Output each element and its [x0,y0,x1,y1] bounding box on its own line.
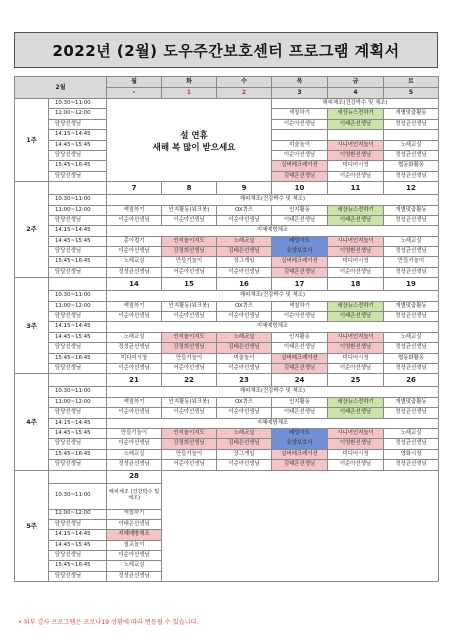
program-cell: 이순아선생님 [217,363,272,373]
program-cell: 이순아선생님 [217,312,272,322]
program-cell: 미디어시청 [328,449,384,459]
program-cell: 이순아선생님 [107,215,162,225]
month-header: 2월 [15,77,107,99]
holiday-line2: 새해 복 많이 받으세요 [152,143,236,154]
program-cell: 이태은선생님 [107,519,162,529]
date-cell: 11 [328,182,384,195]
program-cell: 시니어인지놀이 [328,140,384,150]
program-cell: 노래교실 [217,236,272,246]
day-header: 화 [162,77,217,88]
program-cell: 이순아선생님 [272,119,328,129]
morning-exercise: 해피체조(건강박수 및 체조) [107,195,439,205]
time-slot: 담당선생님 [49,408,107,418]
holiday-line1: 설 연휴 [180,131,208,141]
program-cell: 노래교실 [217,428,272,438]
date-cell: 15 [162,278,217,291]
program-cell: 요양보호사 [272,247,328,257]
program-cell: 이순아선생님 [162,460,217,470]
day-header: 토 [384,77,439,88]
time-slot: 14:45~15:45 [49,332,107,342]
time-slot: 담당선생님 [49,247,107,257]
week4-row [15,418,439,428]
program-cell: 이순아선생님 [217,460,272,470]
program-cell: 정성균선생님 [384,119,439,129]
program-cell: 이순아선생님 [162,363,217,373]
program-cell: 인지활동 [272,397,328,407]
time-slot: 14:15~14:45 [49,226,107,236]
program-cell: 정성균선생님 [107,571,162,581]
week4-row [15,449,439,459]
week2-row [15,205,439,215]
week3-row [15,322,439,332]
time-slot: 10:30~11:00 [49,195,107,205]
time-slot: 담당선생님 [49,571,107,581]
time-slot: 14:45~15:45 [49,540,107,550]
time-slot: 14:15~14:45 [49,130,107,140]
week3-row [15,343,439,353]
week4-row [15,408,439,418]
time-slot: 담당선생님 [49,551,107,561]
date-cell: 25 [328,374,384,387]
program-cell: 이순아선생님 [328,267,384,277]
date-cell: 26 [384,374,439,387]
program-cell: 실버레크레이션 [272,449,328,459]
week2-row [15,215,439,225]
program-cell: 이순아선생님 [107,312,162,322]
program-cell: 개별맞춤활동 [384,109,439,119]
time-slot: 11:00~12:00 [49,397,107,407]
day-header: 월 [107,77,162,88]
time-slot: 담당선생님 [49,363,107,373]
week2-row [15,267,439,277]
program-cell: 이순아선생님 [107,363,162,373]
program-cell: 색칠하기 [107,205,162,215]
program-cell: 강정희선생님 [162,439,217,449]
program-cell: 정성균선생님 [384,215,439,225]
program-cell: 정성균선생님 [384,363,439,373]
program-cell: 김태은선생님 [272,171,328,181]
time-slot: 10:30~11:00 [49,291,107,301]
program-cell: 정성균선생님 [107,343,162,353]
program-cell: 노래교실 [107,257,162,267]
program-cell: OX퀴즈 [217,301,272,311]
week2-row [15,247,439,257]
time-slot: 담당선생님 [49,460,107,470]
program-cell: 강정희선생님 [162,343,217,353]
program-cell: 장그게임 [217,257,272,267]
program-cell: 이순아선생님 [162,408,217,418]
time-slot: 10:30~11:00 [49,387,107,397]
program-cell: 만들기놀이 [162,449,217,459]
time-slot: 담당선생님 [49,343,107,353]
date-cell: 19 [384,278,439,291]
program-cell: 이순아선생님 [272,150,328,160]
program-cell: 이순아선생님 [328,171,384,181]
program-cell: 노래교실 [107,449,162,459]
week2-row [15,236,439,246]
program-cell: 김태은선생님 [272,363,328,373]
week5-date-row [15,470,439,483]
date-cell: 14 [107,278,162,291]
program-cell: 이순아선생님 [217,408,272,418]
week4-row [15,428,439,438]
program-cell: 정성균선생님 [384,171,439,181]
page-title: 2022년 (2월) 도우주간보호센터 프로그램 계획서 [14,32,438,68]
time-slot: 담당선생님 [49,312,107,322]
week3-date-row [15,278,439,291]
time-slot: 15:45~16:45 [49,257,107,267]
program-cell: 김태은선생님 [217,343,272,353]
program-cell: 미술놀이 [217,353,272,363]
program-cell: 김태은선생님 [217,439,272,449]
program-cell: 레밍아트 [272,428,328,438]
week4-row [15,460,439,470]
holiday-message [128,130,260,155]
time-slot: 15:45~16:45 [49,449,107,459]
program-cell: 이순아선생님 [107,408,162,418]
program-cell [328,130,384,140]
time-slot: 담당선생님 [49,119,107,129]
week1-row [15,99,439,109]
program-cell: OX퀴즈 [217,205,272,215]
program-cell: 인지활동 [272,332,328,342]
time-slot: 담당선생님 [49,171,107,181]
date-header: 4 [328,88,384,99]
program-cell: 만들기놀이 [384,257,439,267]
program-cell: 노래교실 [107,561,162,571]
program-cell: 칠교놀이 [107,540,162,550]
date-cell: 12 [384,182,439,195]
week-label: 4주 [15,374,49,470]
week3-row [15,363,439,373]
program-cell: 시니어인지놀이 [328,428,384,438]
time-slot: 담당선생님 [49,215,107,225]
program-cell: 색칠하기 [272,301,328,311]
week4-row [15,397,439,407]
program-cell: 이태은선생님 [328,408,384,418]
time-slot [49,182,107,195]
program-cell: 세상뉴스전하기 [328,109,384,119]
week3-row [15,332,439,342]
week-label: 1주 [15,99,49,182]
date-cell: 24 [272,374,328,387]
day-header: 목 [272,77,328,88]
program-cell: 세상뉴스전하기 [328,301,384,311]
program-cell: 이태은선생님 [328,312,384,322]
week2-row [15,257,439,267]
week3-row [15,312,439,322]
time-slot [49,278,107,291]
program-cell: 이순아선생님 [217,215,272,225]
program-cell: 해피체조 (건강박수 및 체조) [107,483,162,509]
time-slot: 11:00~12:00 [49,301,107,311]
program-cell: 개별맞춤활동 [384,301,439,311]
program-cell: 만들기놀이 [107,428,162,438]
afternoon-exercise: 지혜예방체조 [107,226,439,236]
program-cell: 영화시청 [384,449,439,459]
week4-date-row [15,374,439,387]
date-cell: 23 [217,374,272,387]
program-cell: 인지놀이지도 [162,236,217,246]
program-cell: 개별맞춤활동 [384,205,439,215]
program-cell: 이태은선생님 [272,215,328,225]
program-cell: 이태은선생님 [328,215,384,225]
program-cell: 이순아선생님 [217,267,272,277]
program-cell: 김태은선생님 [272,267,328,277]
week2-row [15,195,439,205]
program-cell: 김태은선생님 [217,247,272,257]
program-cell: 인지놀이지도 [162,428,217,438]
morning-exercise: 해피체조(건강박수 및 체조) [107,291,439,301]
afternoon-exercise: 지혜예방체조 [107,418,439,428]
time-slot: 14:45~15:45 [49,428,107,438]
week3-row [15,353,439,363]
week4-row [15,387,439,397]
week-label: 5주 [15,470,49,582]
program-cell: 인지활동 [272,205,328,215]
program-cell: 이순아선생님 [328,363,384,373]
program-cell: 김태은선생님 [272,460,328,470]
week2-row [15,226,439,236]
date-header: 5 [384,88,439,99]
program-cell: 개별맞춤활동 [384,397,439,407]
date-cell: 18 [328,278,384,291]
program-cell: 미디어시청 [107,353,162,363]
time-slot [49,374,107,387]
program-cell: 정성균선생님 [384,439,439,449]
week2-date-row [15,182,439,195]
date-cell: 22 [162,374,217,387]
time-slot: 14:15~14:45 [49,322,107,332]
program-cell: 지혜예방체조 [107,530,162,540]
time-slot: 담당선생님 [49,150,107,160]
program-cell [384,130,439,140]
time-slot: 담당선생님 [49,439,107,449]
program-cell: 노래교실 [107,332,162,342]
time-slot: 15:45~16:45 [49,161,107,171]
time-slot: 14:45~15:45 [49,236,107,246]
date-cell: 28 [107,470,162,483]
date-header: 1 [162,88,217,99]
time-slot: 14:15~14:45 [49,418,107,428]
program-cell: 장그게임 [217,449,272,459]
week-label: 3주 [15,278,49,374]
date-cell: 21 [107,374,162,387]
time-slot: 10:30~11:00 [49,483,107,509]
program-cell: 이영환선생님 [328,247,384,257]
header-row-days [15,77,439,88]
program-cell: 이영환선생님 [328,150,384,160]
week-label: 2주 [15,182,49,278]
program-cell: 미디어시청 [328,257,384,267]
date-cell: 8 [162,182,217,195]
program-cell: 시니어인지놀이 [328,332,384,342]
program-cell: 세상뉴스전하기 [328,205,384,215]
program-cell: 시니어인지놀이 [328,236,384,246]
program-cell: 인지활동(워크북) [162,301,217,311]
program-cell: 색칠하기 [107,397,162,407]
day-header: 수 [217,77,272,88]
morning-exercise: 해피체조(건강박수 및 체조) [107,387,439,397]
program-cell: 세상뉴스전하기 [328,397,384,407]
afternoon-exercise: 지혜예방체조 [107,322,439,332]
program-cell: 인지활동(워크북) [162,397,217,407]
program-cell: 색칠하기 [272,109,328,119]
date-cell: 17 [272,278,328,291]
program-cell: 정성균선생님 [384,267,439,277]
program-cell: 강정희선생님 [162,247,217,257]
date-cell: 10 [272,182,328,195]
program-cell: 정성균선생님 [384,343,439,353]
program-cell: 레밍아트 [272,236,328,246]
date-cell: 16 [217,278,272,291]
program-cell: 이태은선생님 [272,343,328,353]
program-cell: 정성균선생님 [384,150,439,160]
program-cell: 미디어시청 [328,161,384,171]
program-cell: 미디어시청 [328,353,384,363]
program-cell: 이순아선생님 [162,312,217,322]
program-cell: 이순아선생님 [107,551,162,561]
date-header: 3 [272,88,328,99]
program-cell: 협동화활동 [384,353,439,363]
program-cell: 해피체조(건강박수 및 체조) [272,99,439,109]
time-slot: 담당선생님 [49,267,107,277]
program-cell: 이순아선생님 [328,460,384,470]
program-cell: 노래교실 [384,332,439,342]
program-cell: 이순아선생님 [162,215,217,225]
program-cell: 정성균선생님 [384,312,439,322]
time-slot: 11:00~12:00 [49,109,107,119]
footer-note: • 외부 강사 프로그램은 코로나19 상황에 따라 변동될 수 있습니다. [18,619,199,626]
week3-row [15,291,439,301]
date-cell: 9 [217,182,272,195]
time-slot: 14:45~15:45 [49,140,107,150]
program-cell: 요양보호사 [272,439,328,449]
program-cell: 노래교실 [217,332,272,342]
program-cell: 색칠하기 [107,301,162,311]
program-cell: 노래교실 [384,140,439,150]
program-cell: 실버레크레이션 [272,161,328,171]
program-cell: 노래교실 [384,236,439,246]
program-cell: 정성균선생님 [384,460,439,470]
program-cell: 정성균선생님 [107,267,162,277]
empty-area [162,470,439,582]
date-header: - [107,88,162,99]
program-cell [272,130,328,140]
program-cell: 이순아선생님 [107,439,162,449]
time-slot: 11:00~12:00 [49,509,107,519]
program-cell: 이순아선생님 [107,247,162,257]
time-slot: 10:30~11:00 [49,99,107,109]
program-cell: OX퀴즈 [217,397,272,407]
program-cell: 노래교실 [384,428,439,438]
program-cell: 종이접기 [107,236,162,246]
week3-row [15,301,439,311]
program-cell: 색칠하기 [107,509,162,519]
program-cell: 만들기놀이 [162,257,217,267]
program-cell: 이순아선생님 [162,267,217,277]
date-cell: 7 [107,182,162,195]
program-cell: 인지활동(워크북) [162,205,217,215]
program-cell: 인지놀이지도 [162,332,217,342]
program-cell: 이순아선생님 [272,312,328,322]
program-cell: 실버레크레이션 [272,257,328,267]
program-cell: 정성균선생님 [384,247,439,257]
program-cell: 만들기놀이 [162,353,217,363]
week4-row [15,439,439,449]
program-cell: 미술놀이 [272,140,328,150]
time-slot: 15:45~16:45 [49,561,107,571]
program-cell: 정성균선생님 [384,408,439,418]
program-cell: 이태은선생님 [272,408,328,418]
program-cell: 실버레크레이션 [272,353,328,363]
program-cell: 이영환선생님 [328,343,384,353]
program-cell: 이태은선생님 [328,119,384,129]
program-cell: 이영환선생님 [328,439,384,449]
program-cell: 정성균선생님 [107,460,162,470]
time-slot: 11:00~12:00 [49,205,107,215]
time-slot [49,470,107,483]
time-slot: 담당선생님 [49,519,107,529]
date-header: 2 [217,88,272,99]
time-slot: 14:15~14:45 [49,530,107,540]
day-header: 금 [328,77,384,88]
time-slot: 15:45~16:45 [49,353,107,363]
program-cell: 협동화활동 [384,161,439,171]
